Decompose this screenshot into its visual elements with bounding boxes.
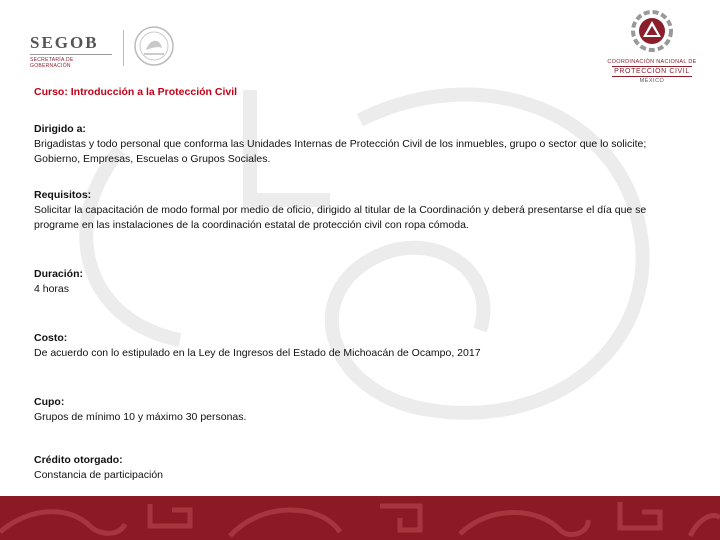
proteccion-civil-emblem-icon: [629, 10, 675, 52]
section-cupo: [34, 395, 694, 425]
section-text: Grupos de mínimo 10 y máximo 30 personas.: [34, 411, 247, 423]
section-dirigido: [34, 122, 694, 167]
section-text: De acuerdo con lo estipulado en la Ley de Ingresos del Estado de Michoacán de Ocampo, 2017: [34, 347, 481, 359]
logo-divider: [123, 30, 124, 66]
section-label: Crédito otorgado:: [34, 454, 123, 466]
course-title: Curso: Introducción a la Protección Civil: [34, 86, 238, 98]
section-costo: [34, 331, 694, 361]
section-label: Requisitos:: [34, 189, 92, 201]
course-content: [34, 85, 694, 483]
segob-name: SEGOB: [30, 33, 99, 52]
section-label: Cupo:: [34, 396, 65, 408]
national-seal-icon: [132, 24, 176, 68]
section-text: 4 horas: [34, 283, 70, 295]
pc-logo-line2: PROTECCIÓN CIVIL: [612, 66, 692, 77]
footer-pattern: [0, 496, 720, 540]
pc-logo-line3: MÉXICO: [639, 78, 665, 84]
section-label: Dirigido a:: [34, 123, 86, 135]
page-header: [0, 0, 720, 84]
footer-band: [0, 496, 720, 540]
segob-subtitle: SECRETARÍA DE GOBERNACIÓN: [30, 54, 112, 69]
section-duracion: [34, 267, 694, 297]
section-text: Constancia de participación: [34, 469, 163, 481]
pc-logo-line1: COORDINACIÓN NACIONAL DE: [607, 59, 697, 65]
section-text: programe en las instalaciones de la coordinación estatal de protección civil con ropa cómoda.: [34, 219, 469, 231]
section-text: Solicitar la capacitación de modo formal por medio de oficio, dirigido al titular de la Coordinación y deberá presentarse el día que se: [34, 204, 647, 216]
segob-logo: [30, 34, 112, 69]
section-label: Costo:: [34, 332, 68, 344]
section-text: Gobierno, Empresas, Escuelas o Grupos Sociales.: [34, 153, 271, 165]
section-text: Brigadistas y todo personal que conforma las Unidades Internas de Protección Civil de los inmuebles, grupo o sector que lo solicite;: [34, 138, 647, 150]
section-requisitos: [34, 188, 694, 233]
section-credito: [34, 453, 694, 483]
section-label: Duración:: [34, 268, 84, 280]
proteccion-civil-logo: [606, 10, 698, 84]
